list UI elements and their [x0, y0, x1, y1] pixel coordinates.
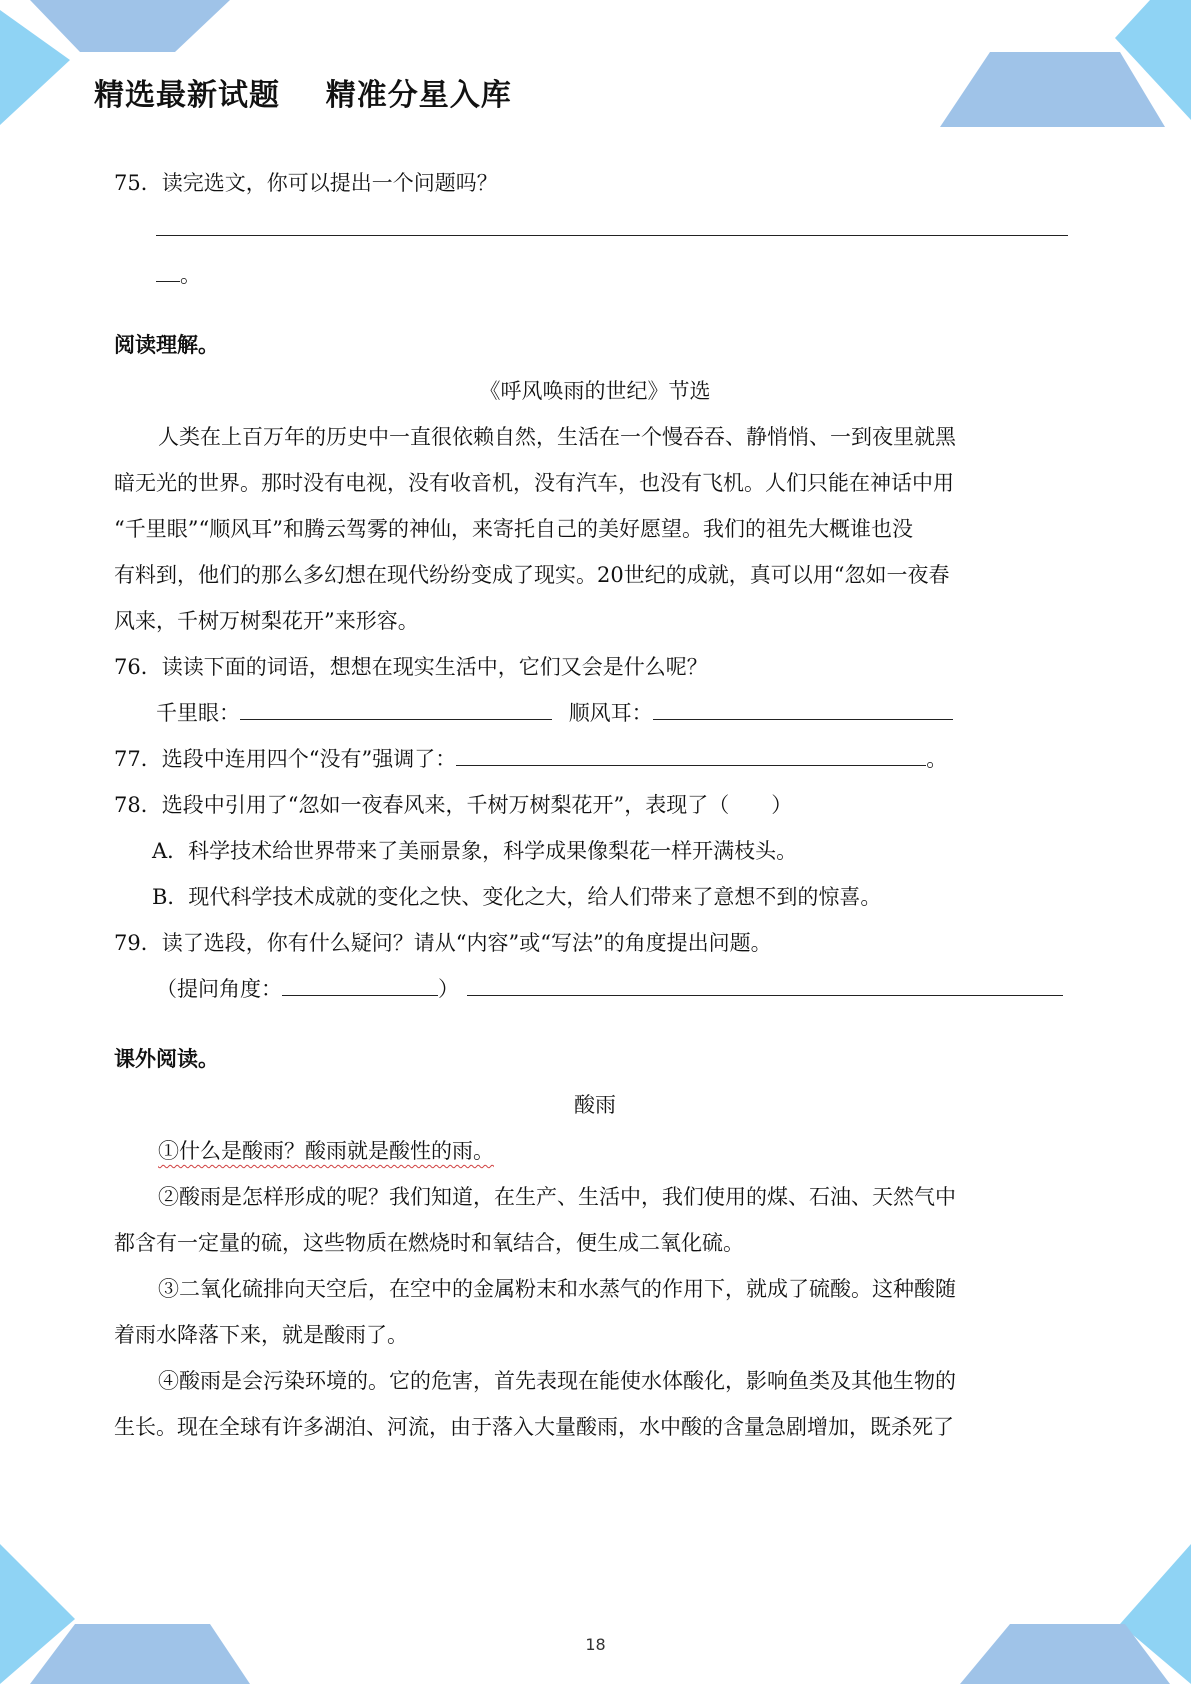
answer-blank-shunfenger[interactable] — [653, 691, 953, 720]
paragraph-3-line: ③二氧化硫排向天空后，在空中的金属粉末和水蒸气的作用下，就成了硫酸。这种酸随 — [158, 1277, 956, 1301]
question-text: 读读下面的词语，想想在现实生活中，它们又会是什么呢？ — [161, 655, 708, 679]
angle-prefix: （提问角度： — [156, 977, 282, 1001]
option-a[interactable]: A．科学技术给世界带来了美丽景象，科学成果像梨花一样开满枝头。 — [152, 839, 798, 863]
page-header-title: 精选最新试题 精准分星入库 — [94, 78, 512, 113]
question-75 — [114, 160, 1076, 206]
question-79 — [114, 920, 1076, 966]
question-number: 76． — [114, 655, 162, 679]
question-text: 选段中连用四个“没有”强调了： — [161, 747, 457, 771]
passage-line: “千里眼”“顺风耳”和腾云驾雾的神仙，来寄托自己的美好愿望。我们的祖先大概谁也没 — [114, 517, 913, 541]
answer-blank[interactable] — [456, 737, 926, 766]
page-number: 18 — [585, 1635, 606, 1654]
paragraph-2-line: 都含有一定量的硫，这些物质在燃烧时和氧结合，便生成二氧化硫。 — [114, 1231, 744, 1255]
answer-blank-qianliyan[interactable] — [240, 691, 552, 720]
answer-line[interactable] — [114, 206, 1076, 252]
label-shunfenger: 顺风耳： — [568, 701, 653, 725]
option-b[interactable]: B．现代科学技术成就的变化之快、变化之大，给人们带来了意想不到的惊喜。 — [152, 885, 882, 909]
question-76 — [114, 644, 1076, 690]
answer-line-tail — [114, 252, 1076, 298]
passage-line: 暗无光的世界。那时没有电视，没有收音机，没有汽车，也没有飞机。人们只能在神话中用 — [114, 471, 954, 495]
question-text: 读完选文，你可以提出一个问题吗？ — [161, 171, 498, 195]
corner-decoration-bottom — [0, 1544, 1191, 1684]
angle-close: ） — [438, 977, 459, 1001]
passage-title: 《呼风唤雨的世纪》节选 — [479, 379, 711, 403]
label-qianliyan: 千里眼： — [156, 701, 240, 725]
passage-line: 风来，千树万树梨花开”来形容。 — [114, 609, 419, 633]
section-heading-reading: 阅读理解。 — [114, 333, 219, 357]
passage-line: 有料到，他们的那么多幻想在现代纷纷变成了现实。20世纪的成就，真可以用“忽如一夜春 — [114, 563, 950, 587]
question-76-answers — [114, 690, 1076, 736]
paragraph-1 — [114, 1128, 1076, 1174]
answer-blank-angle[interactable] — [282, 967, 438, 996]
question-number: 78． — [114, 793, 162, 817]
paragraph-2-line: ②酸雨是怎样形成的呢？我们知道，在生产、生活中，我们使用的煤、石油、天然气中 — [158, 1185, 956, 1209]
section-heading-extra-reading: 课外阅读。 — [114, 1047, 219, 1071]
passage-title: 酸雨 — [574, 1093, 616, 1117]
document-body — [114, 160, 1076, 1450]
question-number: 75． — [114, 171, 162, 195]
question-78 — [114, 782, 1076, 828]
passage-line: 人类在上百万年的历史中一直很依赖自然，生活在一个慢吞吞、静悄悄、一到夜里就黑 — [158, 425, 956, 449]
question-number: 77． — [114, 747, 162, 771]
question-text: 选段中引用了“忽如一夜春风来，千树万树梨花开”，表现了（ ） — [161, 793, 793, 817]
answer-blank-short[interactable] — [156, 253, 180, 282]
question-79-answer — [114, 966, 1076, 1012]
answer-blank-question[interactable] — [467, 967, 1063, 996]
answer-tail: 。 — [180, 263, 201, 287]
answer-blank[interactable] — [156, 207, 1068, 236]
paragraph-1-text: ①什么是酸雨？酸雨就是酸性的雨。 — [158, 1139, 494, 1163]
paragraph-4-line: 生长。现在全球有许多湖泊、河流，由于落入大量酸雨，水中酸的含量急剧增加，既杀死了 — [114, 1415, 954, 1439]
question-text: 读了选段，你有什么疑问？请从“内容”或“写法”的角度提出问题。 — [161, 931, 772, 955]
question-77 — [114, 736, 1076, 782]
paragraph-3-line: 着雨水降落下来，就是酸雨了。 — [114, 1323, 408, 1347]
question-number: 79． — [114, 931, 162, 955]
paragraph-4-line: ④酸雨是会污染环境的。它的危害，首先表现在能使水体酸化，影响鱼类及其他生物的 — [158, 1369, 956, 1393]
answer-tail: 。 — [926, 747, 948, 771]
